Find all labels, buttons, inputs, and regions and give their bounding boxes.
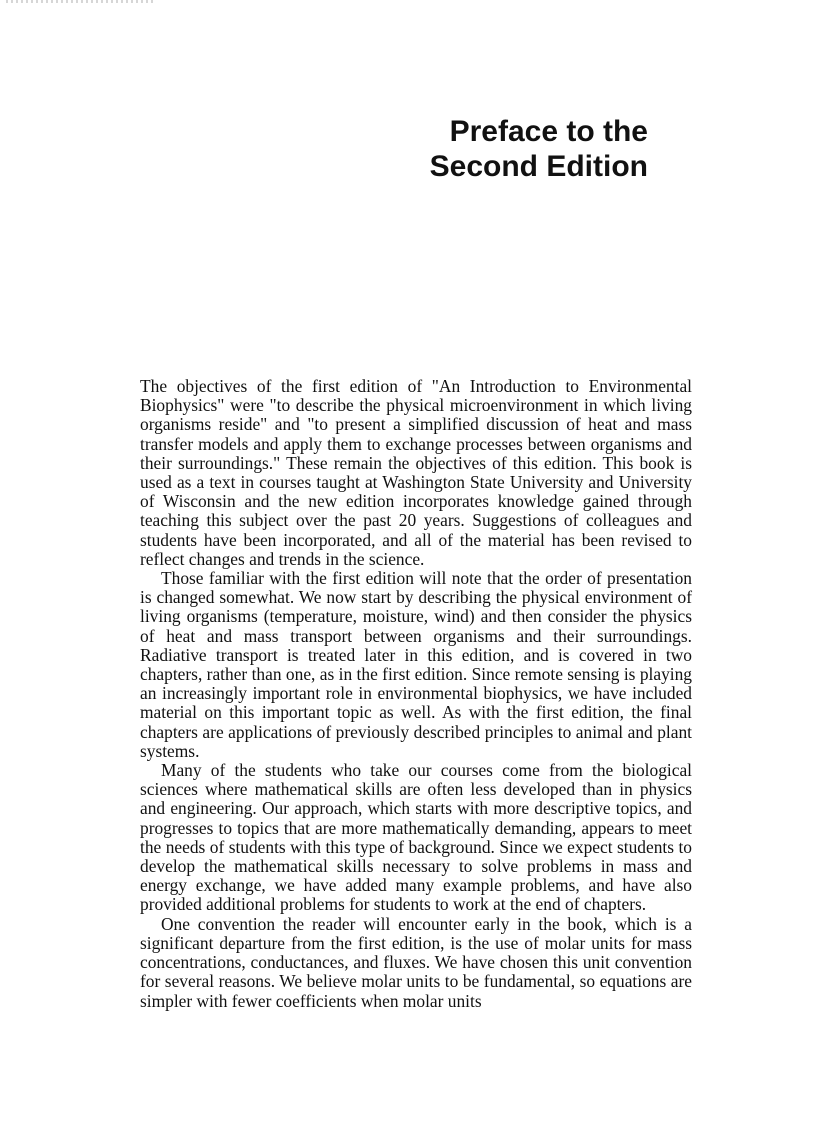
paragraph-1: The objectives of the first edition of "An Introduction to Environmental Biophysics" were "to describe the physical microenvironment in which living organisms reside" and "to present a simplified discussion of heat and mass transfer models and apply them to exchange processes between organisms and their surroundings." These remain the objectives of this edition. This book is used as a text in courses taught at Washington State University and University of Wisconsin and the new edition incorporates knowledge gained through teaching this subject over the past 20 years. Suggestions of colleagues and students have been incorporated, and all of the material has been revised to reflect changes and trends in the science. xyxy=(140,376,692,569)
title-line-2: Second Edition xyxy=(429,150,648,183)
scan-artifact xyxy=(6,0,156,3)
page-title xyxy=(430,114,648,184)
preface-body xyxy=(140,377,692,1011)
title-line-1: Preface to the xyxy=(449,115,648,148)
paragraph-2: Those familiar with the first edition will note that the order of presentation is changed somewhat. We now start by describing the physical environment of living organisms (temperature, moisture, wind) and then consider the physics of heat and mass transport between organisms and their surroundings. Radiative transport is treated later in this edition, and is covered in two chapters, rather than one, as in the first edition. Since remote sensing is playing an increasingly important role in environmental biophysics, we have included material on this important topic as well. As with the first edition, the final chapters are applications of previously described principles to animal and plant systems. xyxy=(140,568,692,761)
paragraph-3: Many of the students who take our courses come from the biological sciences where mathematical skills are often less developed than in physics and engineering. Our approach, which starts with more descriptive topics, and progresses to topics that are more mathematically demanding, appears to meet the needs of students with this type of background. Since we expect students to develop the mathematical skills necessary to solve problems in mass and energy exchange, we have added many example problems, and have also provided additional problems for students to work at the end of chapters. xyxy=(140,760,692,915)
paragraph-4: One convention the reader will encounter early in the book, which is a significant departure from the first edition, is the use of molar units for mass concentrations, conductances, and fluxes. We have chosen this unit convention for several reasons. We believe molar units to be fundamental, so equations are simpler with fewer coefficients when molar units xyxy=(140,913,692,1011)
